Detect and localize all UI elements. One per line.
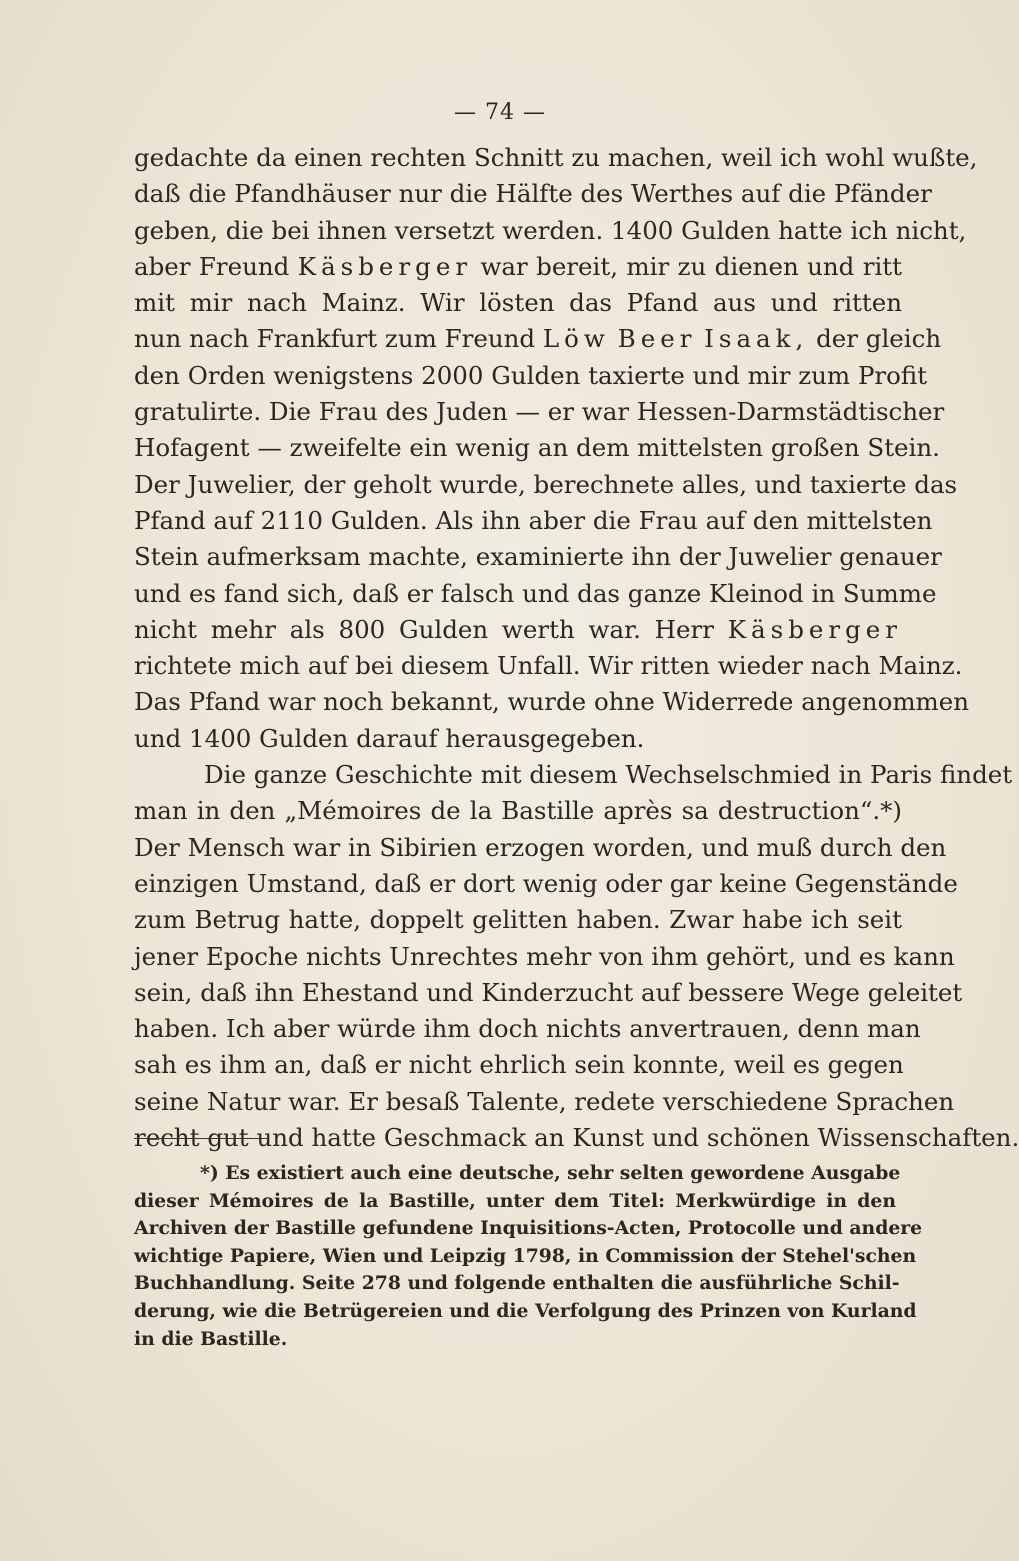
text-line: mit mir nach Mainz. Wir lösten das Pfand aus und ritten [134,288,902,318]
text-line: haben. Ich aber würde ihm doch nichts anvertrauen, denn man [134,1014,921,1044]
text-line: geben, die bei ihnen versetzt werden. 1400 Gulden hatte ich nicht, [134,215,967,245]
text-line: zum Betrug hatte, doppelt gelitten haben. Zwar habe ich seit [134,905,902,935]
text-line: Der Juwelier, der geholt wurde, berechnete alles, und taxierte das [134,469,958,499]
footnote-line: in die Bastille. [134,1327,288,1350]
paragraph-start-line: Die ganze Geschichte mit diesem Wechselschmied in Paris findet [204,760,1013,790]
page-number: — 74 — [454,100,546,125]
spaced-name: Käsberger [297,251,473,281]
text-line [134,321,942,357]
text-line: daß die Pfandhäuser nur die Hälfte des Werthes auf die Pfänder [134,179,932,209]
text-line: Hofagent — zweifelte ein wenig an dem mittelsten großen Stein. [134,433,940,463]
footnote [134,1160,923,1353]
text-line: man in den „Mémoires de la Bastille après sa destruction“.*) [134,796,902,826]
text-line: einzigen Umstand, daß er dort wenig oder gar keine Gegenstände [134,868,958,898]
spaced-name: Isaak, [704,324,809,354]
footnote-line: dieser Mémoires de la Bastille, unter dem Titel: Merkwürdige in den [134,1189,896,1212]
footnote-line: derung, wie die Betrügereien und die Verfolgung des Prinzen von Kurland [134,1299,917,1322]
text-line: Der Mensch war in Sibirien erzogen worden, und muß durch den [134,832,947,862]
text-line: Das Pfand war noch bekannt, wurde ohne Widerrede angenommen [134,687,970,717]
text-line [134,249,902,285]
footnote-line: Buchhandlung. Seite 278 und folgende enthalten die ausführliche Schil- [134,1272,900,1295]
text-line: gedachte da einen rechten Schnitt zu machen, weil ich wohl wußte, [134,143,978,172]
spaced-name: Beer [617,324,697,354]
text-line: den Orden wenigstens 2000 Gulden taxierte und mir zum Profit [134,360,928,390]
text-line: sah es ihm an, daß er nicht ehrlich sein konnte, weil es gegen [134,1050,904,1080]
footnote-line: wichtige Papiere, Wien und Leipzig 1798, in Commission der Stehel'schen [134,1244,917,1267]
text-line: gratulirte. Die Frau des Juden — er war Hessen-Darmstädtischer [134,397,945,427]
text-line: richtete mich auf bei diesem Unfall. Wir ritten wieder nach Mainz. [134,651,963,681]
spaced-name: Löw [542,324,610,354]
text-line: jener Epoche nichts Unrechtes mehr von ihm gehört, und es kann [134,941,955,971]
footnote-line: Archiven der Bastille gefundene Inquisitions-Acten, Protocolle und andere [134,1217,923,1240]
text-fragment: nicht mehr als 800 Gulden werth war. Herr [134,614,714,644]
text-line: Pfand auf 2110 Gulden. Als ihn aber die Frau auf den mittelsten [134,505,933,535]
main-text [134,140,1019,1156]
spaced-name: Käsberger [727,614,902,644]
text-fragment: aber Freund [134,251,290,281]
text-line: recht gut und hatte Geschmack an Kunst und schönen Wissenschaften. [134,1123,1019,1153]
footnote-line: *) Es existiert auch eine deutsche, sehr selten gewordene Ausgabe [200,1162,901,1184]
text-line: seine Natur war. Er besaß Talente, redete verschiedene Sprachen [134,1086,955,1116]
text-line: sein, daß ihn Ehestand und Kinderzucht auf bessere Wege geleitet [134,977,963,1007]
text-line: und 1400 Gulden darauf herausgegeben. [134,723,645,753]
text-line: Stein aufmerksam machte, examinierte ihn der Juwelier genauer [134,542,942,572]
text-fragment: der gleich [816,324,942,354]
text-line [134,612,902,648]
text-fragment: war bereit, mir zu dienen und ritt [480,251,902,281]
text-line: und es fand sich, daß er falsch und das ganze Kleinod in Summe [134,578,937,608]
text-fragment: nun nach Frankfurt zum Freund [134,324,536,354]
footnote-divider [134,1138,268,1139]
